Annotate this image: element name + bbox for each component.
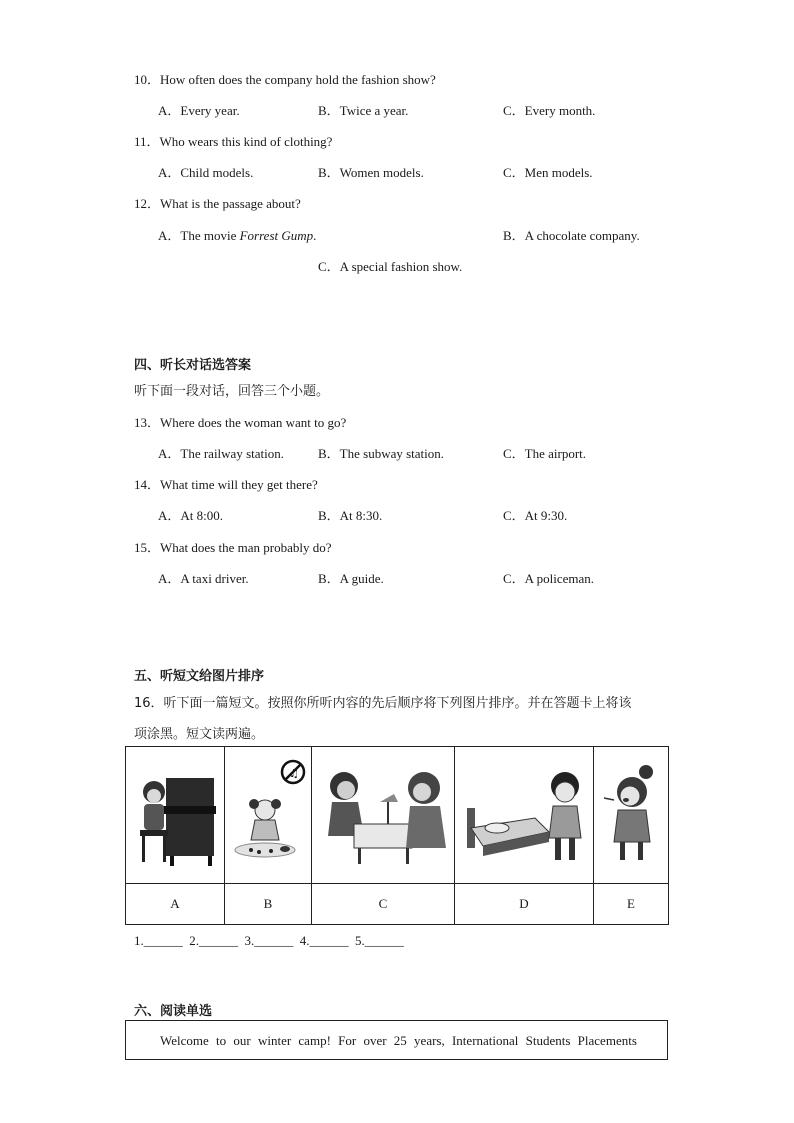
q10-option-a[interactable]: A．Every year. — [158, 103, 240, 118]
q14-option-a[interactable]: A．At 8:00. — [158, 508, 224, 523]
boy-by-bed-illustration — [457, 758, 591, 868]
section-4-instruction: 听下面一段对话，回答三个小题。 — [134, 384, 330, 399]
picture-label-c: C — [312, 884, 455, 925]
q11-option-a[interactable]: A．Child models. — [158, 165, 254, 180]
q15-option-a[interactable]: A．A taxi driver. — [158, 571, 249, 586]
question-10-stem: 10．How often does the company hold the fashion show? — [134, 72, 436, 87]
q15-option-b[interactable]: B．A guide. — [318, 571, 384, 586]
picture-d-cell — [455, 747, 594, 884]
svg-text:♫: ♫ — [289, 767, 299, 780]
girl-playing-marbles-illustration — [227, 758, 309, 868]
picture-label-e: E — [594, 884, 669, 925]
q12-option-a-movie-title: Forrest Gump — [239, 228, 314, 243]
picture-label-b: B — [225, 884, 312, 925]
picture-e-cell — [594, 747, 669, 884]
q13-option-b[interactable]: B．The subway station. — [318, 446, 445, 461]
q12-option-c[interactable]: C．A special fashion show. — [318, 259, 463, 274]
section-4-title: 四、听长对话选答案 — [134, 358, 252, 373]
question-13-stem: 13．Where does the woman want to go? — [134, 415, 347, 430]
q14-option-c[interactable]: C．At 9:30. — [503, 508, 568, 523]
q10-option-b[interactable]: B．Twice a year. — [318, 103, 409, 118]
section-6-title: 六、阅读单选 — [134, 1004, 213, 1019]
q11-option-c[interactable]: C．Men models. — [503, 165, 593, 180]
question-14-stem: 14．What time will they get there? — [134, 477, 318, 492]
q12-option-a-prefix: A．The movie — [158, 228, 240, 243]
q13-option-c[interactable]: C．The airport. — [503, 446, 587, 461]
picture-label-a: A — [126, 884, 225, 925]
section-5-instruction-line-2: 项涂黑。短文读两遍。 — [134, 727, 265, 742]
reading-passage-text: Welcome to our winter camp! For over 25 years, International Students Placements — [160, 1033, 637, 1048]
picture-a-cell — [126, 747, 225, 884]
question-12-stem: 12．What is the passage about? — [134, 196, 301, 211]
picture-label-d: D — [455, 884, 594, 925]
picture-b-cell — [225, 747, 312, 884]
reading-passage-box — [125, 1020, 668, 1060]
answer-blanks[interactable]: 1.______ 2.______ 3.______ 4.______ 5.______ — [134, 933, 404, 948]
q12-option-a-period: . — [313, 228, 317, 243]
children-doing-homework-illustration — [314, 758, 452, 868]
section-5-title: 五、听短文给图片排序 — [134, 669, 265, 684]
q15-option-c[interactable]: C．A policeman. — [503, 571, 594, 586]
q14-option-b[interactable]: B．At 8:30. — [318, 508, 383, 523]
girl-playing-piano-illustration — [130, 758, 220, 868]
question-15-stem: 15．What does the man probably do? — [134, 540, 332, 555]
q12-option-a[interactable] — [158, 225, 316, 244]
girl-singing-illustration — [596, 758, 666, 868]
q13-option-a[interactable]: A．The railway station. — [158, 446, 284, 461]
section-5-instruction-line-1: 16．听下面一篇短文。按照你所听内容的先后顺序将下列图片排序。并在答题卡上将该 — [134, 696, 632, 711]
q10-option-c[interactable]: C．Every month. — [503, 103, 596, 118]
picture-ordering-table — [125, 746, 669, 925]
question-11-stem: 11．Who wears this kind of clothing? — [134, 134, 333, 149]
q12-option-b[interactable]: B．A chocolate company. — [503, 228, 640, 243]
picture-c-cell — [312, 747, 455, 884]
q11-option-b[interactable]: B．Women models. — [318, 165, 424, 180]
